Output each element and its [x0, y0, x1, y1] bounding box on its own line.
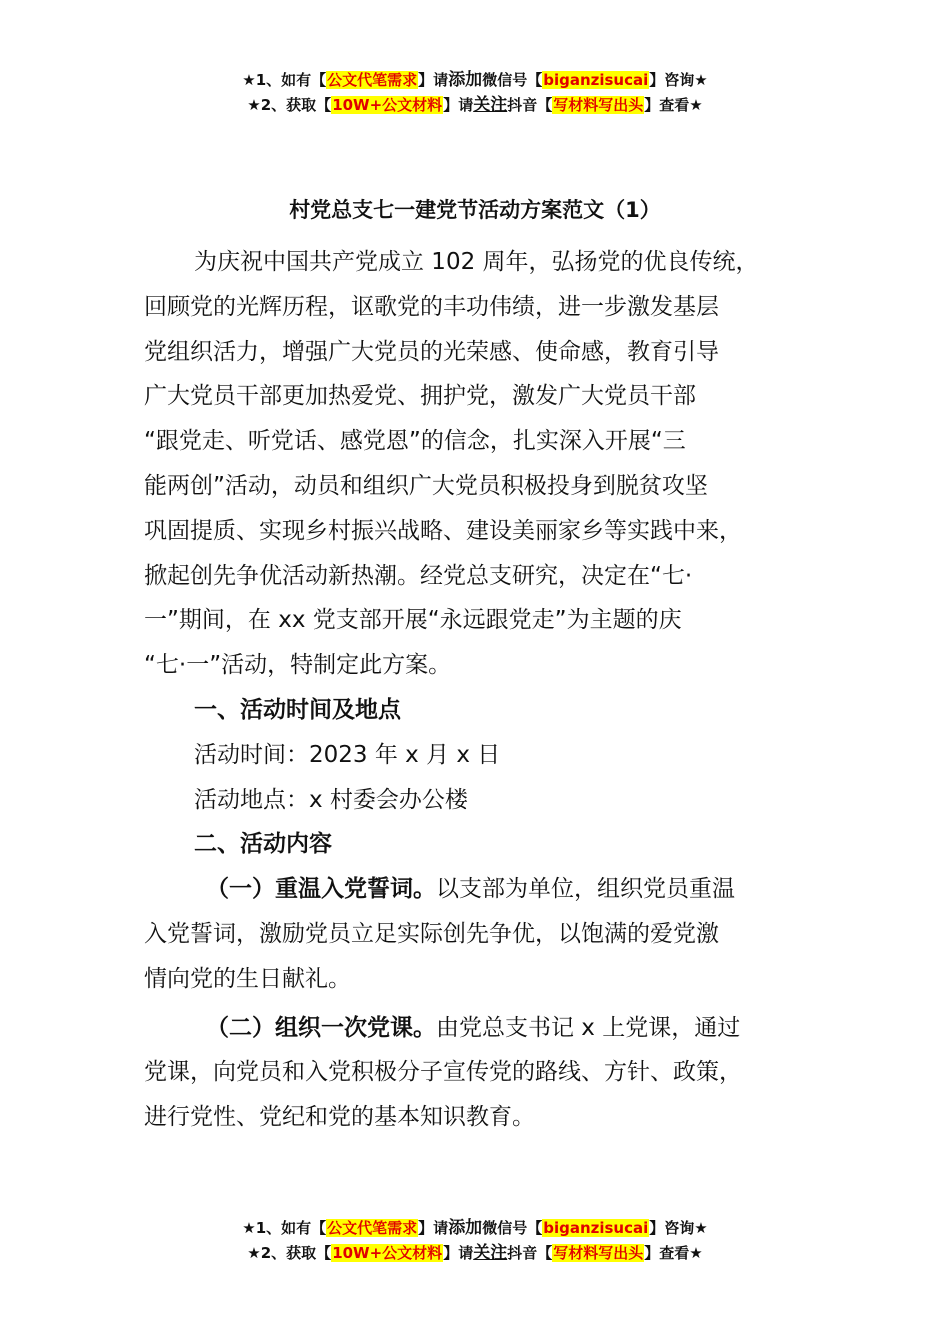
promo-banner-bottom [0, 1216, 950, 1266]
promo-text: 2、获取【 [260, 1244, 332, 1262]
star-icon: ★ [242, 71, 256, 89]
promo-line-1 [0, 1216, 950, 1241]
promo-text: 2、获取【 [260, 96, 332, 114]
star-icon: ★ [689, 96, 703, 114]
promo-text: 微信号【 [482, 1219, 543, 1237]
promo-text: 】咨询 [649, 71, 695, 89]
promo-text: 】请 [443, 1244, 474, 1262]
item-label: （一）重温入党誓词。 [206, 876, 436, 903]
paragraph-line: 进行党性、党纪和党的基本知识教育。 [144, 1104, 535, 1131]
content-item-2 [144, 1006, 824, 1140]
paragraph-line: 入党誓词，激励党员立足实际创先争优，以饱满的爱党激 [144, 920, 719, 947]
paragraph-line: 广大党员干部更加热爱党、拥护党，激发广大党员干部 [144, 383, 696, 410]
promo-text: 】查看 [644, 1244, 690, 1262]
activity-time: 活动时间：2023 年 x 月 x 日 [194, 741, 501, 768]
star-icon: ★ [694, 1219, 708, 1237]
promo-highlight: 写材料写出头 [553, 1244, 644, 1262]
star-icon: ★ [247, 96, 261, 114]
promo-highlight: biganzisucai [543, 1219, 649, 1237]
promo-emphasis: 关注 [473, 1243, 508, 1263]
promo-text: 抖音【 [507, 96, 553, 114]
star-icon: ★ [689, 1244, 703, 1262]
paragraph-line: 巩固提质、实现乡村振兴战略、建设美丽家乡等实践中来， [144, 517, 742, 544]
promo-text: 】咨询 [649, 1219, 695, 1237]
promo-text: 】查看 [644, 96, 690, 114]
intro-paragraph [144, 240, 824, 688]
promo-line-1 [0, 68, 950, 93]
star-icon: ★ [247, 1244, 261, 1262]
promo-line-2 [0, 1241, 950, 1266]
paragraph-line: 一”期间，在 xx 党支部开展“永远跟党走”为主题的庆 [144, 607, 682, 634]
item-label: （二）组织一次党课。 [206, 1014, 436, 1041]
star-icon: ★ [694, 71, 708, 89]
promo-emphasis: 添加 [448, 70, 483, 90]
star-icon: ★ [242, 1219, 256, 1237]
promo-highlight: 写材料写出头 [553, 96, 644, 114]
paragraph-line: 掀起创先争优活动新热潮。经党总支研究，决定在“七· [144, 562, 693, 589]
promo-text: 1、如有【 [255, 71, 327, 89]
promo-text: 微信号【 [482, 71, 543, 89]
promo-text: 1、如有【 [255, 1219, 327, 1237]
paragraph-line: “跟党走、听党话、感党恩”的信念，扎实深入开展“三 [144, 428, 686, 455]
paragraph-line: 党课，向党员和入党积极分子宣传党的路线、方针、政策， [144, 1059, 742, 1086]
promo-text: 抖音【 [507, 1244, 553, 1262]
paragraph-line: 回顾党的光辉历程，讴歌党的丰功伟绩，进一步激发基层 [144, 293, 719, 320]
promo-emphasis: 关注 [473, 95, 508, 115]
document-body [144, 240, 824, 1140]
paragraph-line: “七·一”活动，特制定此方案。 [144, 652, 452, 679]
promo-highlight: 公文代笔需求 [327, 71, 418, 89]
promo-line-2 [0, 93, 950, 118]
paragraph-line: 党组织活力，增强广大党员的光荣感、使命感，教育引导 [144, 338, 719, 365]
promo-banner-top [0, 68, 950, 118]
paragraph-line: 为庆祝中国共产党成立 102 周年，弘扬党的优良传统， [194, 249, 759, 275]
promo-highlight: 公文代笔需求 [327, 1219, 418, 1237]
promo-text: 】请 [418, 1219, 449, 1237]
paragraph-line: 由党总支书记 x 上党课，通过 [436, 1014, 741, 1041]
content-item-1 [144, 867, 824, 1001]
promo-highlight: 10W+公文材料 [332, 1244, 443, 1262]
document-title: 村党总支七一建党节活动方案范文（1） [289, 198, 661, 222]
paragraph-line: 以支部为单位，组织党员重温 [436, 876, 735, 903]
promo-emphasis: 添加 [448, 1218, 483, 1238]
section-heading-content: 二、活动内容 [194, 831, 332, 858]
activity-place: 活动地点：x 村委会办公楼 [194, 786, 468, 813]
promo-text: 】请 [418, 71, 449, 89]
paragraph-line: 情向党的生日献礼。 [144, 965, 351, 992]
promo-highlight: 10W+公文材料 [332, 96, 443, 114]
section-heading-time-place: 一、活动时间及地点 [194, 696, 401, 723]
paragraph-line: 能两创”活动，动员和组织广大党员积极投身到脱贫攻坚 [144, 472, 708, 499]
promo-highlight: biganzisucai [543, 71, 649, 89]
promo-text: 】请 [443, 96, 474, 114]
